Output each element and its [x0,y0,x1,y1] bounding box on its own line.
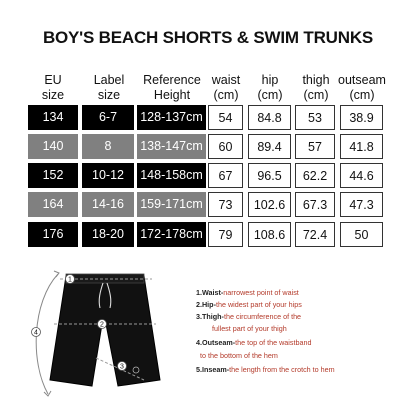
marker-label: 2 [100,321,104,329]
cell-eu-size: 152 [28,163,78,188]
header-line: Reference [143,73,201,87]
arrow-up-icon [54,271,59,277]
cell-label-size: 10-12 [82,163,134,188]
instruction-thigh [196,312,301,322]
cell-hip: 102.6 [248,192,291,217]
cell-eu-size: 164 [28,192,78,217]
cell-outseam: 38.9 [340,105,383,130]
cell-outseam: 47.3 [340,192,383,217]
header-line: thigh [302,73,330,87]
cell-waist: 60 [208,134,243,159]
header-line: size [97,88,121,102]
shorts-illustration [50,276,160,386]
cell-thigh: 67.3 [295,192,335,217]
marker-label: 4 [34,329,38,337]
cell-hip: 89.4 [248,134,291,159]
cell-label-size: 14-16 [82,192,134,217]
header-reference-height [138,73,206,105]
instruction-inseam [196,365,335,375]
instruction-term: 5.Inseam- [196,365,230,374]
header-line: (cm) [303,88,329,102]
instruction-term: 4.Outseam- [196,338,236,347]
cell-label-size: 18-20 [82,222,134,247]
header-line: waist [211,73,241,87]
header-hip [248,73,292,105]
instruction-desc: the widest part of your hips [215,300,302,309]
header-thigh [295,73,337,105]
cell-thigh: 57 [295,134,335,159]
header-line: (cm) [213,88,239,102]
cell-height: 138-147cm [137,134,206,159]
cell-outseam: 50 [340,222,383,247]
instruction-desc: the length from the crotch to hem [229,365,335,374]
instruction-term: 3.Thigh- [196,312,224,321]
marker-label: 1 [68,276,72,284]
cell-eu-size: 176 [28,222,78,247]
cell-height: 159-171cm [137,192,206,217]
header-line: (cm) [349,88,375,102]
cell-hip: 84.8 [248,105,291,130]
cell-hip: 96.5 [248,163,291,188]
header-line: EU [44,73,62,87]
instruction-outseam [196,338,311,348]
header-waist [206,73,246,105]
instruction-hip [196,300,302,310]
instruction-desc: to the bottom of the hem [200,351,278,360]
cell-height: 148-158cm [137,163,206,188]
header-line: size [41,88,65,102]
instruction-desc: the circumference of the [223,312,302,321]
cell-thigh: 62.2 [295,163,335,188]
header-line: hip [261,73,279,87]
marker-label: 3 [120,363,124,371]
instruction-desc: the top of the waistband [235,338,312,347]
cell-waist: 67 [208,163,243,188]
cell-outseam: 41.8 [340,134,383,159]
cell-height: 172-178cm [137,222,206,247]
instruction-waist [196,288,299,298]
instruction-thigh-cont [212,324,287,334]
cell-waist: 79 [208,222,243,247]
cell-waist: 54 [208,105,243,130]
cell-hip: 108.6 [248,222,291,247]
cell-label-size: 8 [82,134,134,159]
instruction-desc: fullest part of your thigh [212,324,287,333]
cell-eu-size: 140 [28,134,78,159]
header-line: outseam [338,73,386,87]
cell-height: 128-137cm [137,105,206,130]
header-outseam [338,73,386,105]
instruction-term: 2.Hip- [196,300,216,309]
instruction-outseam-cont [200,351,278,361]
instruction-desc: narrowest point of waist [223,288,299,297]
cell-outseam: 44.6 [340,163,383,188]
header-line: (cm) [257,88,283,102]
cell-label-size: 6-7 [82,105,134,130]
instruction-term: 1.Waist- [196,288,224,297]
chart-title: BOY'S BEACH SHORTS & SWIM TRUNKS [42,28,374,47]
shorts-diagram [14,262,174,410]
header-line: Height [153,88,191,102]
header-label-size [84,73,134,105]
cell-thigh: 53 [295,105,335,130]
header-line: Label [93,73,125,87]
cell-waist: 73 [208,192,243,217]
cell-thigh: 72.4 [295,222,335,247]
cell-eu-size: 134 [28,105,78,130]
header-eu-size [28,73,78,105]
